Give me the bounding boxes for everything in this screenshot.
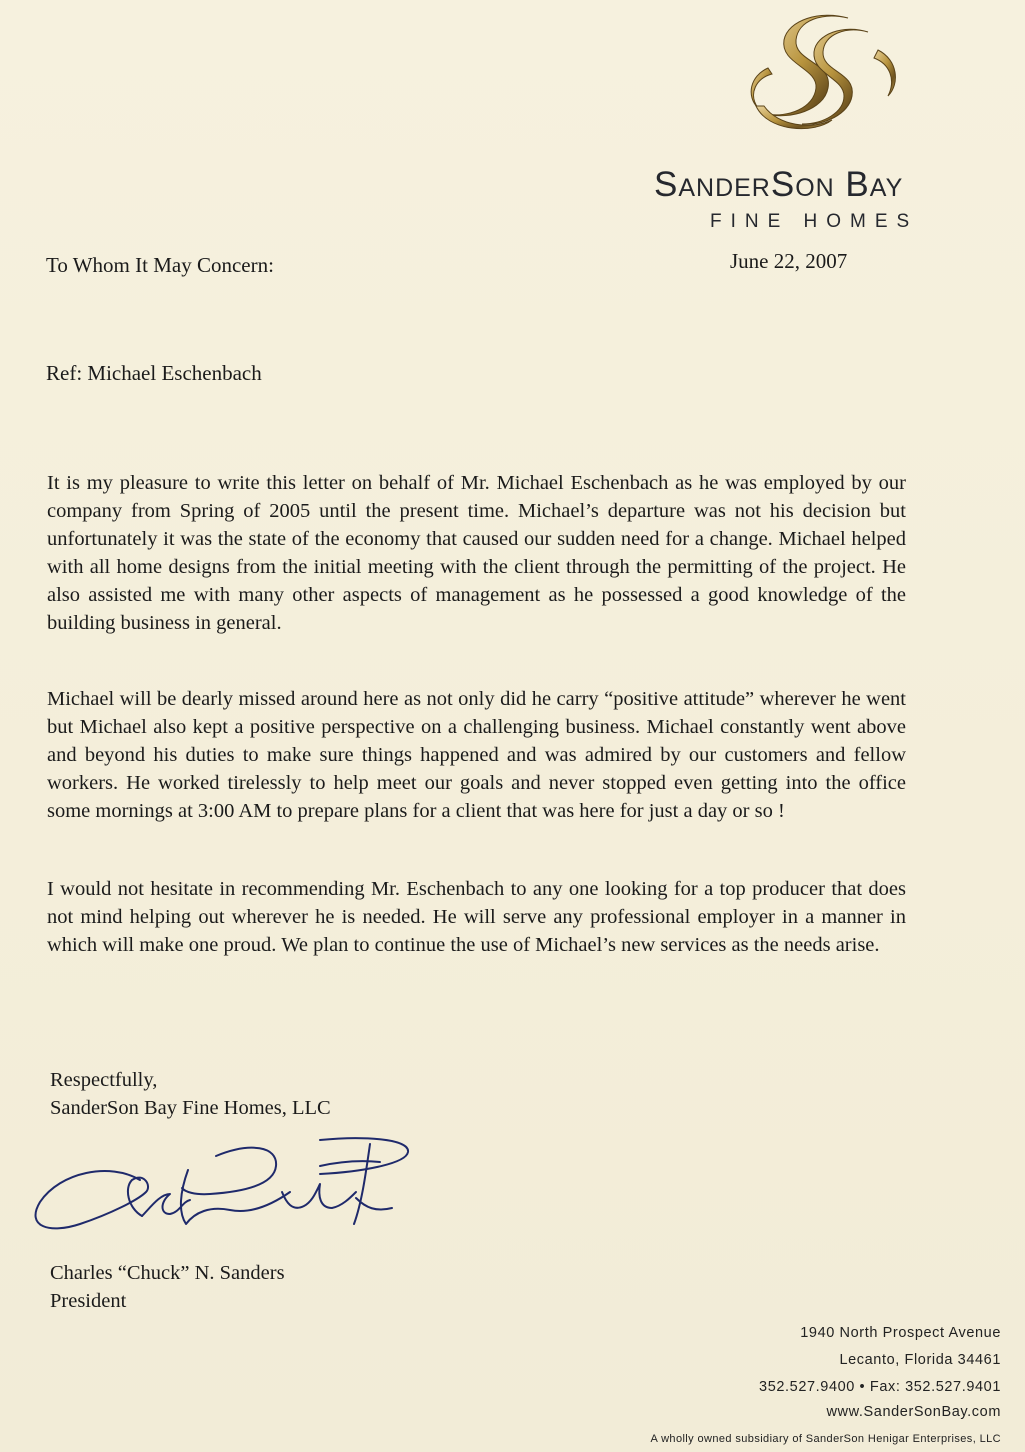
letter-date: June 22, 2007 <box>730 249 848 273</box>
salutation: To Whom It May Concern: <box>46 253 274 277</box>
swirl-logo-icon <box>728 10 908 140</box>
reference-line: Ref: Michael Eschenbach <box>46 361 262 385</box>
signer-title: President <box>50 1290 127 1312</box>
website-link[interactable]: www.SanderSonBay.com <box>826 1404 1001 1420</box>
phone-fax: 352.527.9400 • Fax: 352.527.9401 <box>759 1379 1001 1395</box>
address-city: Lecanto, Florida 34461 <box>839 1352 1001 1368</box>
subsidiary-note: A wholly owned subsidiary of SanderSon Henigar Enterprises, LLC <box>650 1433 1001 1445</box>
body-paragraph-1: It is my pleasure to write this letter on behalf of Mr. Michael Eschenbach as he was employed by our company from Spring of 2005 until the present time. Michael’s departure was not his decision but unfortunately it was the state of the economy that caused our sudden need for a change. Michael helped with all home designs from the initial meeting with the client through the permitting of the project. He also assisted me with many other aspects of management as he possessed a good knowledge of the building business in general. <box>47 472 906 634</box>
company-name: SanderSon Bay <box>654 165 904 204</box>
handwritten-signature <box>20 1132 410 1242</box>
body-paragraph-2: Michael will be dearly missed around here as not only did he carry “positive attitude” wherever he went but Michael also kept a positive perspective on a challenging business. Michael constantly went above and beyond his duties to make sure things happened and was admired by our customers and fellow workers. He worked tirelessly to help meet our goals and never stopped even getting into the office some mornings at 3:00 AM to prepare plans for a client that was here for just a day or so ! <box>47 688 906 822</box>
closing-company: SanderSon Bay Fine Homes, LLC <box>50 1097 331 1119</box>
company-tagline: FINE HOMES <box>710 211 919 232</box>
body-paragraph-3: I would not hesitate in recommending Mr. Eschenbach to any one looking for a top producer that does not mind helping out wherever he is needed. He will serve any professional employer in a manner in which will make one proud. We plan to continue the use of Michael’s new services as the needs arise. <box>47 878 906 956</box>
address-street: 1940 North Prospect Avenue <box>800 1325 1001 1341</box>
signer-name: Charles “Chuck” N. Sanders <box>50 1262 285 1284</box>
valediction: Respectfully, <box>50 1069 158 1091</box>
